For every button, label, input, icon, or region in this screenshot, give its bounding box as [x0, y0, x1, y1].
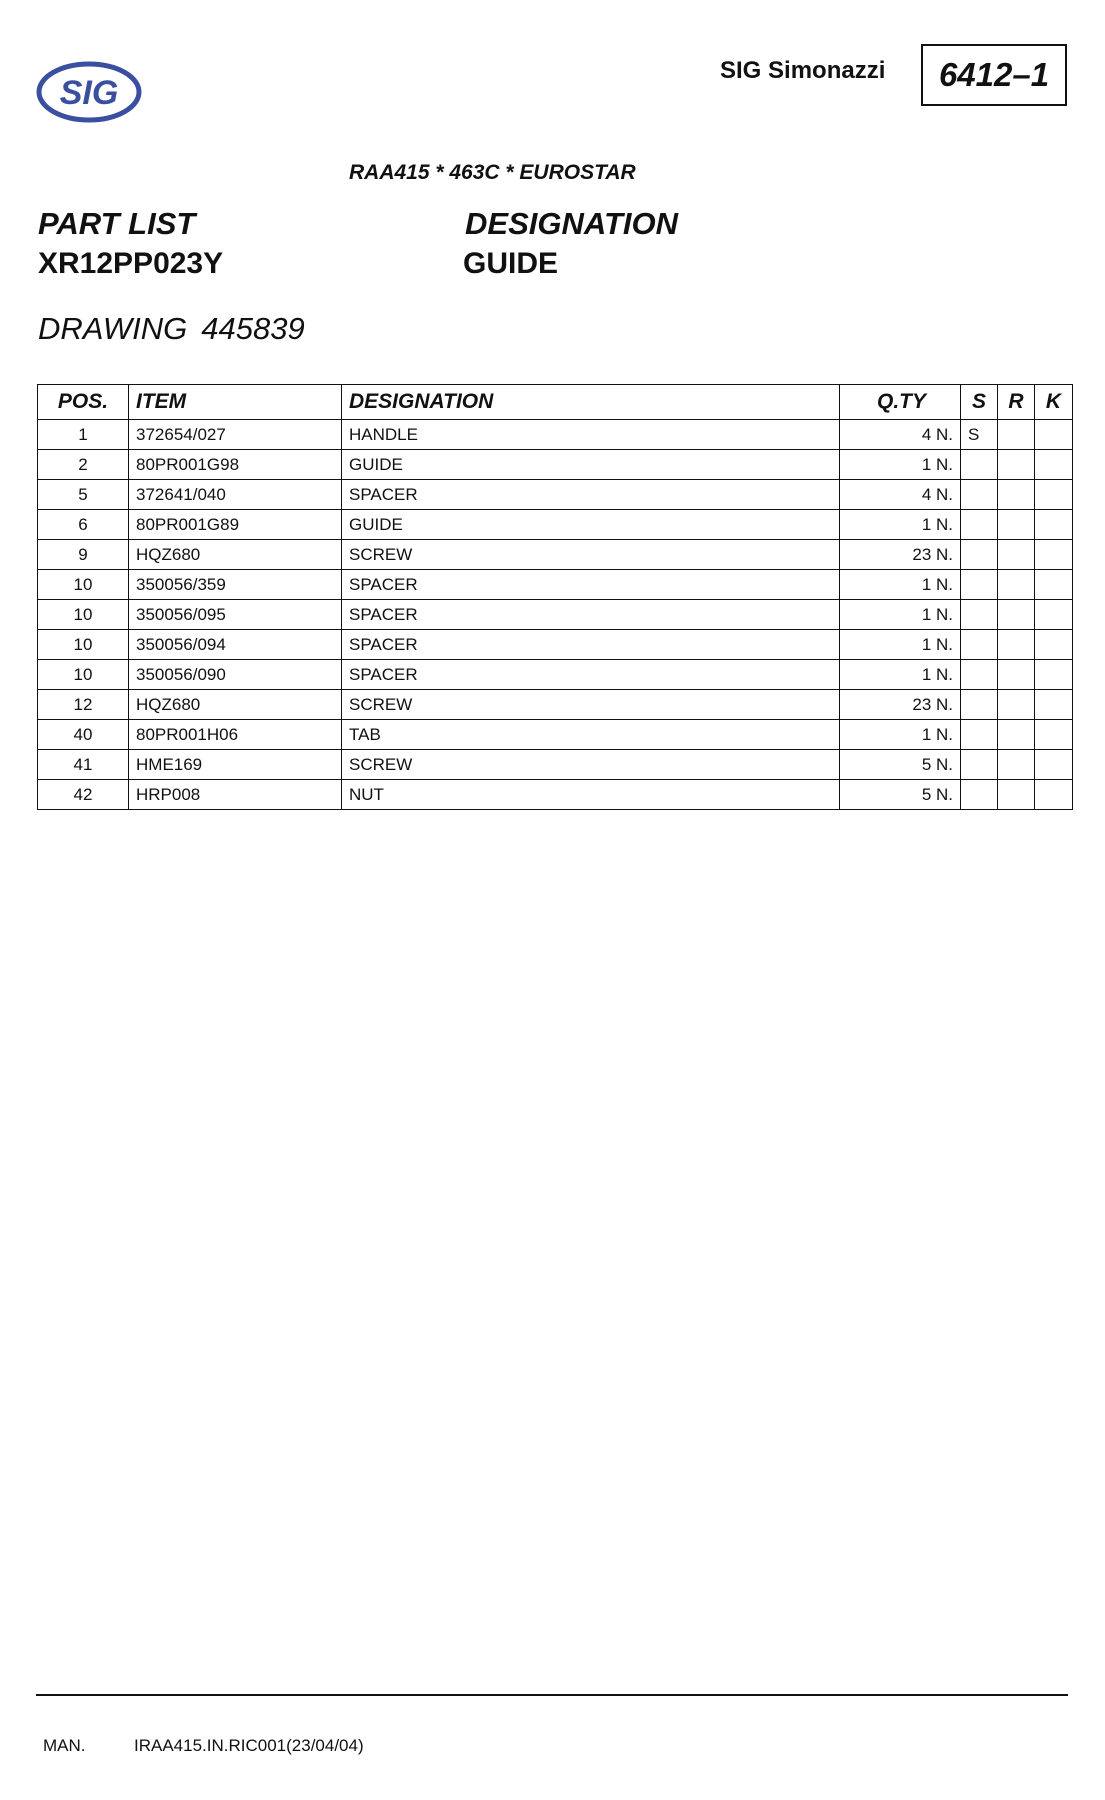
table-row	[38, 690, 1073, 720]
cell-r	[998, 480, 1035, 510]
table-row	[38, 480, 1073, 510]
table-row	[38, 420, 1073, 450]
cell-item: 80PR001G98	[129, 450, 342, 480]
cell-pos: 10	[38, 570, 129, 600]
cell-r	[998, 690, 1035, 720]
drawing-reference	[38, 311, 305, 347]
table-row	[38, 450, 1073, 480]
cell-k	[1035, 450, 1073, 480]
cell-qty: 23 N.	[840, 540, 961, 570]
brand-name: SIG Simonazzi	[720, 57, 886, 84]
footer-divider	[36, 1694, 1068, 1696]
cell-qty: 1 N.	[840, 630, 961, 660]
footer-label: MAN.	[43, 1736, 86, 1755]
cell-r	[998, 600, 1035, 630]
cell-qty: 4 N.	[840, 420, 961, 450]
parts-table	[37, 384, 1073, 810]
cell-item: HQZ680	[129, 690, 342, 720]
cell-designation: GUIDE	[342, 450, 840, 480]
table-row	[38, 750, 1073, 780]
cell-item: 372641/040	[129, 480, 342, 510]
table-row	[38, 540, 1073, 570]
cell-qty: 1 N.	[840, 720, 961, 750]
cell-designation: HANDLE	[342, 420, 840, 450]
cell-pos: 41	[38, 750, 129, 780]
cell-r	[998, 450, 1035, 480]
page-code: 6412–1	[938, 56, 1050, 93]
cell-s	[961, 600, 998, 630]
cell-item: 80PR001G89	[129, 510, 342, 540]
cell-pos: 10	[38, 600, 129, 630]
cell-s	[961, 480, 998, 510]
cell-qty: 4 N.	[840, 480, 961, 510]
cell-s	[961, 690, 998, 720]
header-qty: Q.TY	[840, 385, 961, 420]
cell-designation: SPACER	[342, 600, 840, 630]
header-item: ITEM	[129, 385, 342, 420]
cell-s: S	[961, 420, 998, 450]
cell-k	[1035, 570, 1073, 600]
cell-pos: 9	[38, 540, 129, 570]
table-row	[38, 510, 1073, 540]
cell-qty: 1 N.	[840, 450, 961, 480]
cell-pos: 40	[38, 720, 129, 750]
cell-item: HQZ680	[129, 540, 342, 570]
header-s: S	[961, 385, 998, 420]
parts-table-body	[38, 420, 1073, 810]
cell-pos: 5	[38, 480, 129, 510]
cell-designation: SPACER	[342, 660, 840, 690]
cell-qty: 23 N.	[840, 690, 961, 720]
cell-s	[961, 720, 998, 750]
sig-logo	[36, 60, 142, 124]
table-row	[38, 570, 1073, 600]
cell-designation: SCREW	[342, 540, 840, 570]
cell-s	[961, 780, 998, 810]
cell-k	[1035, 690, 1073, 720]
cell-designation: SCREW	[342, 690, 840, 720]
cell-item: 350056/359	[129, 570, 342, 600]
table-header-row	[38, 385, 1073, 420]
cell-pos: 10	[38, 630, 129, 660]
cell-item: 80PR001H06	[129, 720, 342, 750]
cell-s	[961, 540, 998, 570]
drawing-number: 445839	[201, 311, 305, 346]
cell-s	[961, 630, 998, 660]
cell-r	[998, 420, 1035, 450]
cell-k	[1035, 720, 1073, 750]
cell-item: HME169	[129, 750, 342, 780]
cell-pos: 6	[38, 510, 129, 540]
cell-s	[961, 750, 998, 780]
cell-s	[961, 450, 998, 480]
cell-designation: GUIDE	[342, 510, 840, 540]
cell-r	[998, 750, 1035, 780]
cell-k	[1035, 510, 1073, 540]
logo-text: SIG	[59, 74, 119, 112]
cell-r	[998, 540, 1035, 570]
cell-k	[1035, 480, 1073, 510]
cell-k	[1035, 750, 1073, 780]
cell-item: 372654/027	[129, 420, 342, 450]
header-designation: DESIGNATION	[342, 385, 840, 420]
cell-r	[998, 570, 1035, 600]
cell-qty: 1 N.	[840, 600, 961, 630]
cell-r	[998, 780, 1035, 810]
designation-value: GUIDE	[463, 247, 559, 280]
cell-s	[961, 660, 998, 690]
cell-item: 350056/090	[129, 660, 342, 690]
cell-item: HRP008	[129, 780, 342, 810]
cell-r	[998, 720, 1035, 750]
cell-pos: 2	[38, 450, 129, 480]
drawing-label: DRAWING	[38, 311, 188, 346]
cell-s	[961, 510, 998, 540]
table-row	[38, 780, 1073, 810]
part-list-title: PART LIST	[38, 206, 196, 241]
cell-item: 350056/094	[129, 630, 342, 660]
cell-k	[1035, 600, 1073, 630]
cell-qty: 1 N.	[840, 510, 961, 540]
cell-designation: SPACER	[342, 570, 840, 600]
cell-qty: 5 N.	[840, 780, 961, 810]
header-r: R	[998, 385, 1035, 420]
table-row	[38, 660, 1073, 690]
cell-designation: SPACER	[342, 630, 840, 660]
cell-k	[1035, 630, 1073, 660]
cell-pos: 1	[38, 420, 129, 450]
footer-reference: IRAA415.IN.RIC001(23/04/04)	[134, 1736, 364, 1755]
cell-qty: 1 N.	[840, 570, 961, 600]
cell-qty: 1 N.	[840, 660, 961, 690]
designation-title: DESIGNATION	[465, 206, 678, 241]
cell-pos: 42	[38, 780, 129, 810]
cell-k	[1035, 780, 1073, 810]
cell-k	[1035, 660, 1073, 690]
model-line: RAA415 * 463C * EUROSTAR	[349, 161, 636, 184]
part-list-code: XR12PP023Y	[38, 247, 224, 280]
cell-designation: NUT	[342, 780, 840, 810]
table-row	[38, 720, 1073, 750]
cell-r	[998, 660, 1035, 690]
cell-r	[998, 630, 1035, 660]
table-row	[38, 600, 1073, 630]
cell-pos: 12	[38, 690, 129, 720]
cell-pos: 10	[38, 660, 129, 690]
cell-r	[998, 510, 1035, 540]
cell-k	[1035, 540, 1073, 570]
page-code-box	[921, 44, 1067, 106]
header-k: K	[1035, 385, 1073, 420]
cell-s	[961, 570, 998, 600]
table-row	[38, 630, 1073, 660]
cell-item: 350056/095	[129, 600, 342, 630]
cell-designation: TAB	[342, 720, 840, 750]
cell-designation: SPACER	[342, 480, 840, 510]
cell-designation: SCREW	[342, 750, 840, 780]
cell-qty: 5 N.	[840, 750, 961, 780]
cell-k	[1035, 420, 1073, 450]
header-pos: POS.	[38, 385, 129, 420]
